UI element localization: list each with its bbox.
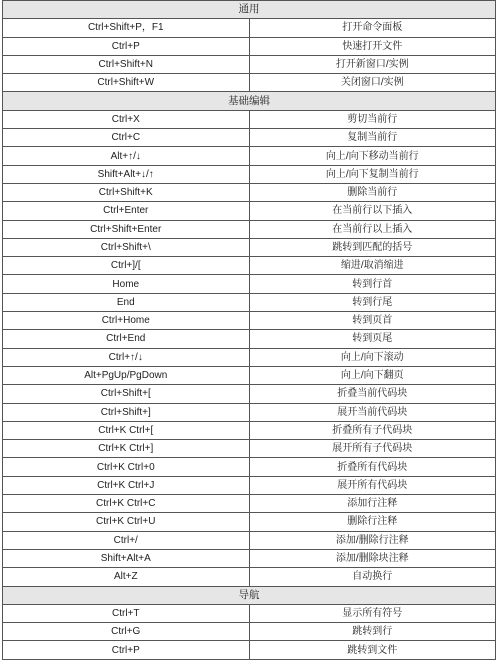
section-header-row: [3, 1, 496, 19]
shortcut-key-cell: Ctrl+↑/↓: [3, 348, 250, 366]
shortcut-description-cell: 展开所有代码块: [249, 476, 496, 494]
table-row: [3, 330, 496, 348]
table-row: [3, 293, 496, 311]
table-row: [3, 476, 496, 494]
shortcut-key-cell: Ctrl+Shift+[: [3, 385, 250, 403]
table-row: [3, 531, 496, 549]
shortcut-description-cell: 向上/向下翻页: [249, 366, 496, 384]
table-row: [3, 183, 496, 201]
table-row: [3, 495, 496, 513]
table-row: [3, 165, 496, 183]
shortcut-description-cell: 添加/删除块注释: [249, 549, 496, 567]
shortcut-key-cell: Ctrl+P: [3, 641, 250, 659]
table-row: [3, 74, 496, 92]
shortcut-key-cell: End: [3, 293, 250, 311]
table-row: [3, 202, 496, 220]
shortcut-key-cell: Alt+PgUp/PgDown: [3, 366, 250, 384]
table-row: [3, 348, 496, 366]
table-row: [3, 403, 496, 421]
shortcut-key-cell: Ctrl+P: [3, 37, 250, 55]
shortcut-description-cell: 向上/向下复制当前行: [249, 165, 496, 183]
table-row: [3, 257, 496, 275]
shortcut-key-cell: Ctrl+Shift+Enter: [3, 220, 250, 238]
shortcut-description-cell: 折叠所有代码块: [249, 458, 496, 476]
shortcut-key-cell: Ctrl+Shift+W: [3, 74, 250, 92]
table-row: [3, 366, 496, 384]
shortcut-description-cell: 跳转到行: [249, 623, 496, 641]
table-row: [3, 385, 496, 403]
shortcut-description-cell: 缩进/取消缩进: [249, 257, 496, 275]
table-row: [3, 458, 496, 476]
shortcut-table-body: [3, 1, 496, 660]
shortcut-key-cell: Ctrl+K Ctrl+]: [3, 440, 250, 458]
section-title: 基础编辑: [3, 92, 496, 110]
section-title: 通用: [3, 1, 496, 19]
shortcut-description-cell: 在当前行以下插入: [249, 202, 496, 220]
table-row: [3, 440, 496, 458]
shortcut-key-cell: Ctrl+C: [3, 129, 250, 147]
shortcut-description-cell: 打开新窗口/实例: [249, 55, 496, 73]
shortcut-key-cell: Home: [3, 275, 250, 293]
shortcut-key-cell: Shift+Alt+A: [3, 549, 250, 567]
table-row: [3, 37, 496, 55]
shortcut-key-cell: Ctrl+]/[: [3, 257, 250, 275]
shortcut-description-cell: 向上/向下滚动: [249, 348, 496, 366]
shortcut-description-cell: 折叠所有子代码块: [249, 421, 496, 439]
shortcut-key-cell: Ctrl+X: [3, 110, 250, 128]
shortcut-description-cell: 显示所有符号: [249, 604, 496, 622]
shortcut-description-cell: 关闭窗口/实例: [249, 74, 496, 92]
table-row: [3, 110, 496, 128]
shortcut-description-cell: 添加行注释: [249, 495, 496, 513]
table-row: [3, 238, 496, 256]
shortcut-key-cell: Ctrl+Home: [3, 312, 250, 330]
table-row: [3, 312, 496, 330]
shortcut-key-cell: Ctrl+K Ctrl+U: [3, 513, 250, 531]
table-row: [3, 421, 496, 439]
shortcut-key-cell: Ctrl+K Ctrl+C: [3, 495, 250, 513]
section-header-row: [3, 92, 496, 110]
shortcut-description-cell: 转到行尾: [249, 293, 496, 311]
shortcut-key-cell: Shift+Alt+↓/↑: [3, 165, 250, 183]
table-row: [3, 19, 496, 37]
table-row: [3, 641, 496, 659]
table-row: [3, 513, 496, 531]
shortcut-key-cell: Ctrl+Shift+N: [3, 55, 250, 73]
shortcut-key-cell: Ctrl+K Ctrl+J: [3, 476, 250, 494]
shortcut-description-cell: 删除当前行: [249, 183, 496, 201]
shortcut-key-cell: Ctrl+/: [3, 531, 250, 549]
shortcut-key-cell: Ctrl+Shift+]: [3, 403, 250, 421]
shortcut-key-cell: Alt+Z: [3, 568, 250, 586]
shortcut-description-cell: 快速打开文件: [249, 37, 496, 55]
shortcut-key-cell: Ctrl+K Ctrl+0: [3, 458, 250, 476]
shortcut-table-container: [2, 0, 496, 660]
shortcut-key-cell: Ctrl+End: [3, 330, 250, 348]
shortcut-key-cell: Ctrl+T: [3, 604, 250, 622]
table-row: [3, 604, 496, 622]
shortcut-key-cell: Alt+↑/↓: [3, 147, 250, 165]
shortcut-description-cell: 打开命令面板: [249, 19, 496, 37]
table-row: [3, 220, 496, 238]
shortcut-key-cell: Ctrl+Shift+K: [3, 183, 250, 201]
shortcut-description-cell: 在当前行以上插入: [249, 220, 496, 238]
shortcut-description-cell: 向上/向下移动当前行: [249, 147, 496, 165]
shortcut-description-cell: 转到行首: [249, 275, 496, 293]
shortcut-description-cell: 跳转到匹配的括号: [249, 238, 496, 256]
table-row: [3, 275, 496, 293]
section-title: 导航: [3, 586, 496, 604]
table-row: [3, 549, 496, 567]
table-row: [3, 623, 496, 641]
shortcut-key-cell: Ctrl+K Ctrl+[: [3, 421, 250, 439]
shortcut-description-cell: 剪切当前行: [249, 110, 496, 128]
table-row: [3, 55, 496, 73]
shortcut-description-cell: 复制当前行: [249, 129, 496, 147]
shortcut-description-cell: 跳转到文件: [249, 641, 496, 659]
shortcut-key-cell: Ctrl+Shift+P，F1: [3, 19, 250, 37]
shortcut-description-cell: 折叠当前代码块: [249, 385, 496, 403]
shortcut-description-cell: 删除行注释: [249, 513, 496, 531]
shortcut-description-cell: 自动换行: [249, 568, 496, 586]
shortcut-description-cell: 转到页尾: [249, 330, 496, 348]
section-header-row: [3, 586, 496, 604]
table-row: [3, 129, 496, 147]
table-row: [3, 568, 496, 586]
table-row: [3, 147, 496, 165]
shortcut-description-cell: 展开当前代码块: [249, 403, 496, 421]
shortcut-description-cell: 展开所有子代码块: [249, 440, 496, 458]
shortcut-description-cell: 添加/删除行注释: [249, 531, 496, 549]
shortcut-key-cell: Ctrl+G: [3, 623, 250, 641]
shortcut-description-cell: 转到页首: [249, 312, 496, 330]
shortcut-table: [2, 0, 496, 660]
shortcut-key-cell: Ctrl+Enter: [3, 202, 250, 220]
shortcut-key-cell: Ctrl+Shift+\: [3, 238, 250, 256]
